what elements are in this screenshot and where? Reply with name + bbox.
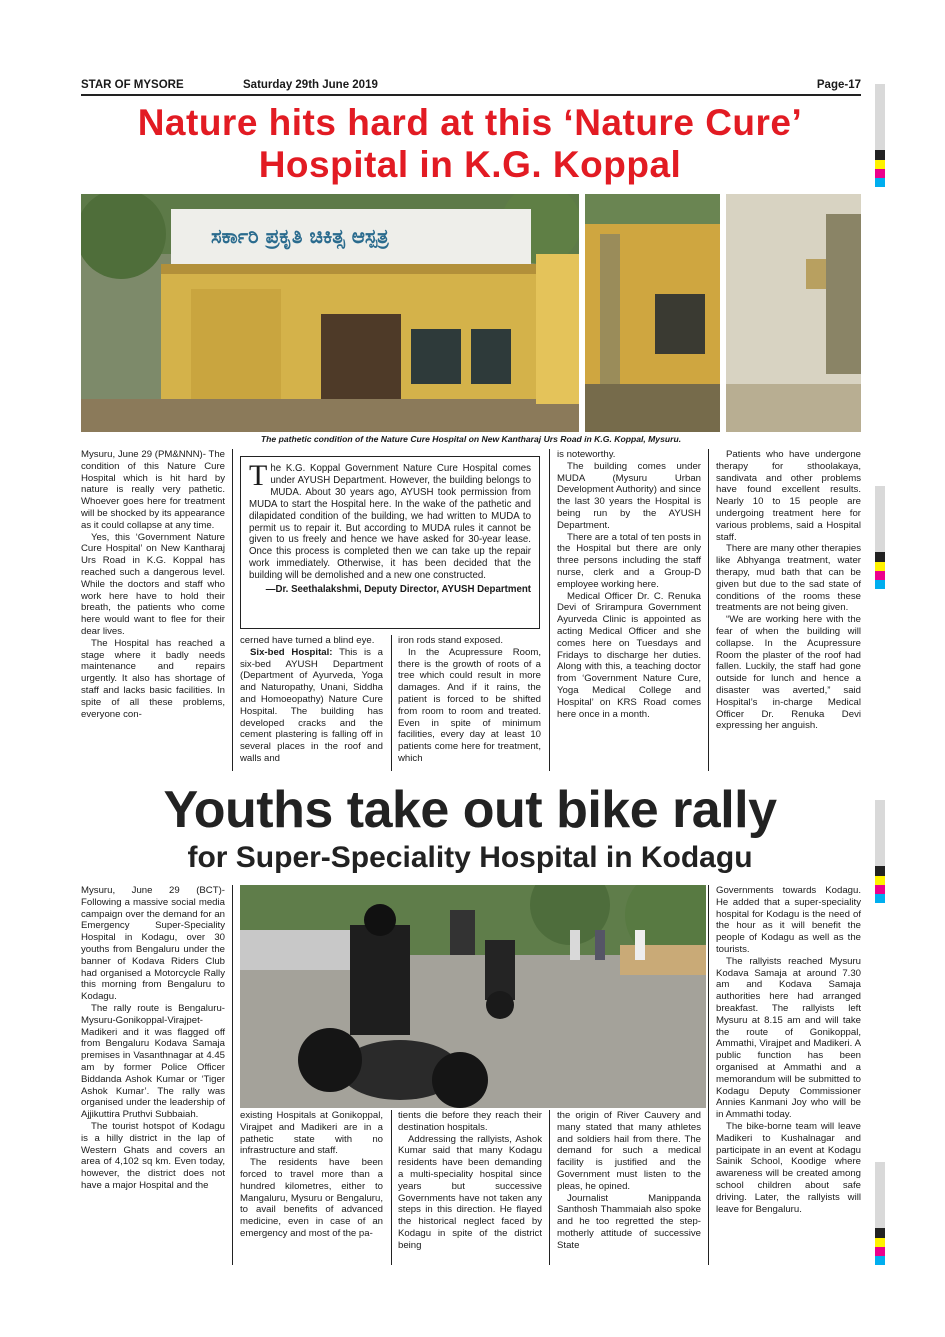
paragraph: Journalist Manippanda Santhosh Thammaiah also spoke and he too regretted the step-motherly attitude of successive State <box>557 1192 701 1251</box>
cyan-swatch <box>875 580 885 589</box>
pull-quote-box <box>240 456 540 629</box>
column-rule <box>549 449 550 771</box>
paragraph: The residents have been forced to travel more than a hundred kilometres, either to Mangaluru, Mysuru or Bengaluru, to avail benefits of advanced medicine, even in case of an emergency and most of the pa- <box>240 1157 383 1239</box>
paragraph: In the Acupressure Room, there is the growth of roots of a tree which could result in more damages. And if it rains, the patient is forced to be shifted from room to room and treated. Even in spite of minimum facilities, every day at least 10 patients come here for treatment, which <box>398 646 541 764</box>
paragraph: The rally route is Bengaluru-Mysuru-Gonikoppal-Virajpet-Madikeri and it was flagged off from Bengaluru Kodava Samaja premises in Vasanthnagar at 4.45 am by former Police Officer Biddanda Ashok Kumar or ‘Tiger Ashok Kumar’. The rally was organised under the leadership of Ajjikuttira Pruthvi Subbaiah. <box>81 1002 225 1121</box>
grey-swatch <box>875 486 885 552</box>
story1-headline-line2: Hospital in K.G. Koppal <box>258 144 682 185</box>
paragraph: iron rods stand exposed. <box>398 635 504 646</box>
paragraph: the origin of River Cauvery and many stated that many athletes and soldiers hail from there. The demand for such a medical facility is justified and the Government must listen to the pleas, he opined. <box>557 1110 701 1192</box>
magenta-swatch <box>875 1247 885 1256</box>
column-rule <box>391 1110 392 1265</box>
story1-column-5 <box>716 449 861 732</box>
magenta-swatch <box>875 571 885 580</box>
grey-swatch <box>875 1162 885 1228</box>
cyan-swatch <box>875 178 885 187</box>
issue-date: Saturday 29th June 2019 <box>243 79 378 91</box>
story1-column-4 <box>557 449 701 720</box>
paragraph <box>240 647 383 765</box>
yellow-swatch <box>875 160 885 169</box>
column-rule <box>708 885 709 1265</box>
paragraph: There are a total of ten posts in the Hospital but there are only three persons including the staff nurse, clerk and a Group-D employee working here. <box>557 531 701 590</box>
story1-headline <box>60 102 880 186</box>
story1-column-3 <box>398 635 541 765</box>
grey-swatch <box>875 800 885 866</box>
cyan-swatch <box>875 894 885 903</box>
paragraph: Mysuru, June 29 (BCT)- Following a massive social media campaign over the demand for an Emergency Super-Speciality Hospital in Kodagu, over 30 youths from Bengaluru under the banner of Kodava Riders Club had organised a Motorcycle Rally this morning from Bengaluru to Kodagu. <box>81 885 225 1003</box>
paragraph: There are many other therapies like Abhyanga treatment, water therapy, mud bath that can be given but due to the sad state of conditions of the rooms these treatments are not being given. <box>716 543 861 614</box>
paragraph: tients die before they reach their destination hospitals. <box>398 1110 542 1133</box>
photo-caption: The pathetic condition of the Nature Cure Hospital on New Kantharaj Urs Road in K.G. Koppal, Mysuru. <box>260 434 682 444</box>
paragraph: The building comes under MUDA (Mysuru Urban Development Authority) and since the last 30 years the Hospital is being run by the AYUSH Department. <box>557 460 701 531</box>
paragraph: is noteworthy. <box>557 449 616 460</box>
paragraph: Medical Officer Dr. C. Renuka Devi of Srirampura Government Ayurveda Clinic is appointed as acting Medical Officer and she comes here on Tuesdays and Fridays to discharge her duties. Along with this, a teaching doctor from ‘Government Nature Cure, Yoga Medical College and Hospital’ on KRS Road comes here once in a month. <box>557 590 701 720</box>
story1-column-2 <box>240 635 383 765</box>
black-swatch <box>875 866 885 876</box>
paragraph: Patients who have undergone therapy for sthoolakaya, sandivata and other problems have found excellent results. Nearly 10 to 15 people are undergoing treatment here for various problems, said a Hospital staff. <box>716 449 861 543</box>
paragraph: The Hospital has reached a stage where it badly needs maintenance and repairs urgently. It also has shortage of staff and lacks basic facilities. In spite of all these problems, everyone con- <box>81 637 225 720</box>
column-rule <box>391 635 392 771</box>
hospital-front-photo <box>81 194 579 432</box>
story2-headline: Youths take out bike rally <box>163 781 777 839</box>
hospital-wall-photo <box>585 194 720 432</box>
paragraph: Addressing the rallyists, Ashok Kumar said that many Kodagu residents have been demanding a multi-speciality hospital since years but successive Governments have not taken any steps in this direction. He flayed the historical neglect faced by Kodagu in spite of the district being <box>398 1133 542 1251</box>
story2-column-4 <box>557 1110 701 1252</box>
pull-quote-text: he K.G. Koppal Government Nature Cure Hospital comes under AYUSH Department. However, the building belongs to MUDA. About 30 years ago, AYUSH took permission from MUDA to start the Hospital here. In the wake of the pathetic and dilapidated condition of the building, we had written to MUDA to permit us to repair it. But according to MUDA rules it cannot be given to us freely and hence we have asked for 30-year lease. Once this process is completed then we can take up the repair work immediately. Otherwise, it has been decided that the building will be demolished and a new one constructed. <box>249 463 531 582</box>
column-rule <box>549 1110 550 1265</box>
bike-rally-photo <box>240 885 706 1108</box>
paper-name: STAR OF MYSORE <box>81 79 184 91</box>
story2-column-5 <box>716 885 861 1215</box>
yellow-swatch <box>875 562 885 571</box>
column-rule <box>232 885 233 1265</box>
paragraph: existing Hospitals at Gonikoppal, Virajpet and Madikeri are in a pathetic state with no infrastructure and staff. <box>240 1110 383 1157</box>
paragraph: “We are working here with the fear of when the building will collapse. In the Acupressure Room the plaster of the roof had fallen. Luckily, the staff had gone outside for lunch and hence a disaster was averted,” said Hospital’s in-charge Medical Officer Dr. Renuka Devi expressing her anguish. <box>716 614 861 732</box>
black-swatch <box>875 1228 885 1238</box>
paragraph: Mysuru, June 29 (PM&NNN)- The condition of this Nature Cure Hospital which is hit hard by nature is really very pathetic. Whoever goes here for treatment will be shocked by its appearance as it could collapse at any time. <box>81 449 225 531</box>
story2-column-2 <box>240 1110 383 1240</box>
page-number: Page-17 <box>816 79 861 91</box>
column-rule <box>232 449 233 771</box>
story2-subheadline: for Super-Speciality Hospital in Kodagu <box>187 841 753 874</box>
paragraph: Governments towards Kodagu. He added that a super-speciality hospital for Kodagu is the need of the hour as it will benefit the people of Kodagu as well as the tourists. <box>716 885 861 955</box>
pull-quote-source: —Dr. Seethalakshmi, Deputy Director, AYUSH Department <box>265 584 531 596</box>
paragraph: The tourist hotspot of Kodagu is a hilly district in the lap of Western Ghats and covers an area of 4,102 sq km. Even today, however, the district does not have a major Hospital and the <box>81 1120 225 1191</box>
hospital-sign-text: ಸರ್ಕಾರಿ ಪ್ರಕೃತಿ ಚಿಕಿತ್ಸ ಆಸ್ಪತ್ರ <box>211 224 389 248</box>
masthead <box>81 78 861 96</box>
story2-column-3 <box>398 1110 542 1252</box>
black-swatch <box>875 150 885 160</box>
subhead: Six-bed Hospital: <box>250 646 333 658</box>
magenta-swatch <box>875 885 885 894</box>
hospital-room-photo <box>726 194 861 432</box>
column-rule <box>708 449 709 771</box>
paragraph: cerned have turned a blind eye. <box>240 635 375 646</box>
story2-column-1 <box>81 885 225 1192</box>
paragraph: Yes, this ‘Government Nature Cure Hospital’ on New Kantharaj Urs Road in K.G. Koppal has reached such a dangerous level. While the doctors and staff who work here have to hold their breath, the patients who come here would want to flee for their dear lives. <box>81 531 225 637</box>
drop-cap: T <box>249 459 268 492</box>
magenta-swatch <box>875 169 885 178</box>
paragraph: The bike-borne team will leave Madikeri to Kushalnagar and participate in an event at Kodagu Sainik School, Koodige where awareness will be created among school children about safe driving. Later, the rallyists will leave for Bengaluru. <box>716 1120 861 1215</box>
paragraph: The rallyists reached Mysuru Kodava Samaja at around 7.30 am and Kodava Samaja authorities here had arranged breakfast. The rallyists left Mysuru at 8.15 am and will take the route of Gonikoppal, Ammathi, Virajpet and Madikeri. A public function has been organised at Ammathi and a memorandum will be submitted to Kodagu Deputy Commissioner Annies Kanmani Joy who will be in Ammathi today. <box>716 955 861 1121</box>
yellow-swatch <box>875 1238 885 1247</box>
story1-headline-line1: Nature hits hard at this ‘Nature Cure’ <box>137 102 803 143</box>
paragraph-text: This is a six-bed AYUSH Department (Department of Ayurveda, Yoga and Naturopathy, Unani, Siddha and Homoeopathy) Nature Cure Hospital. The building has developed cracks and the cement plastering is falling off in several places in the roof and walls and <box>240 646 383 764</box>
yellow-swatch <box>875 876 885 885</box>
cyan-swatch <box>875 1256 885 1265</box>
story1-column-1 <box>81 449 225 720</box>
grey-swatch <box>875 84 885 150</box>
black-swatch <box>875 552 885 562</box>
